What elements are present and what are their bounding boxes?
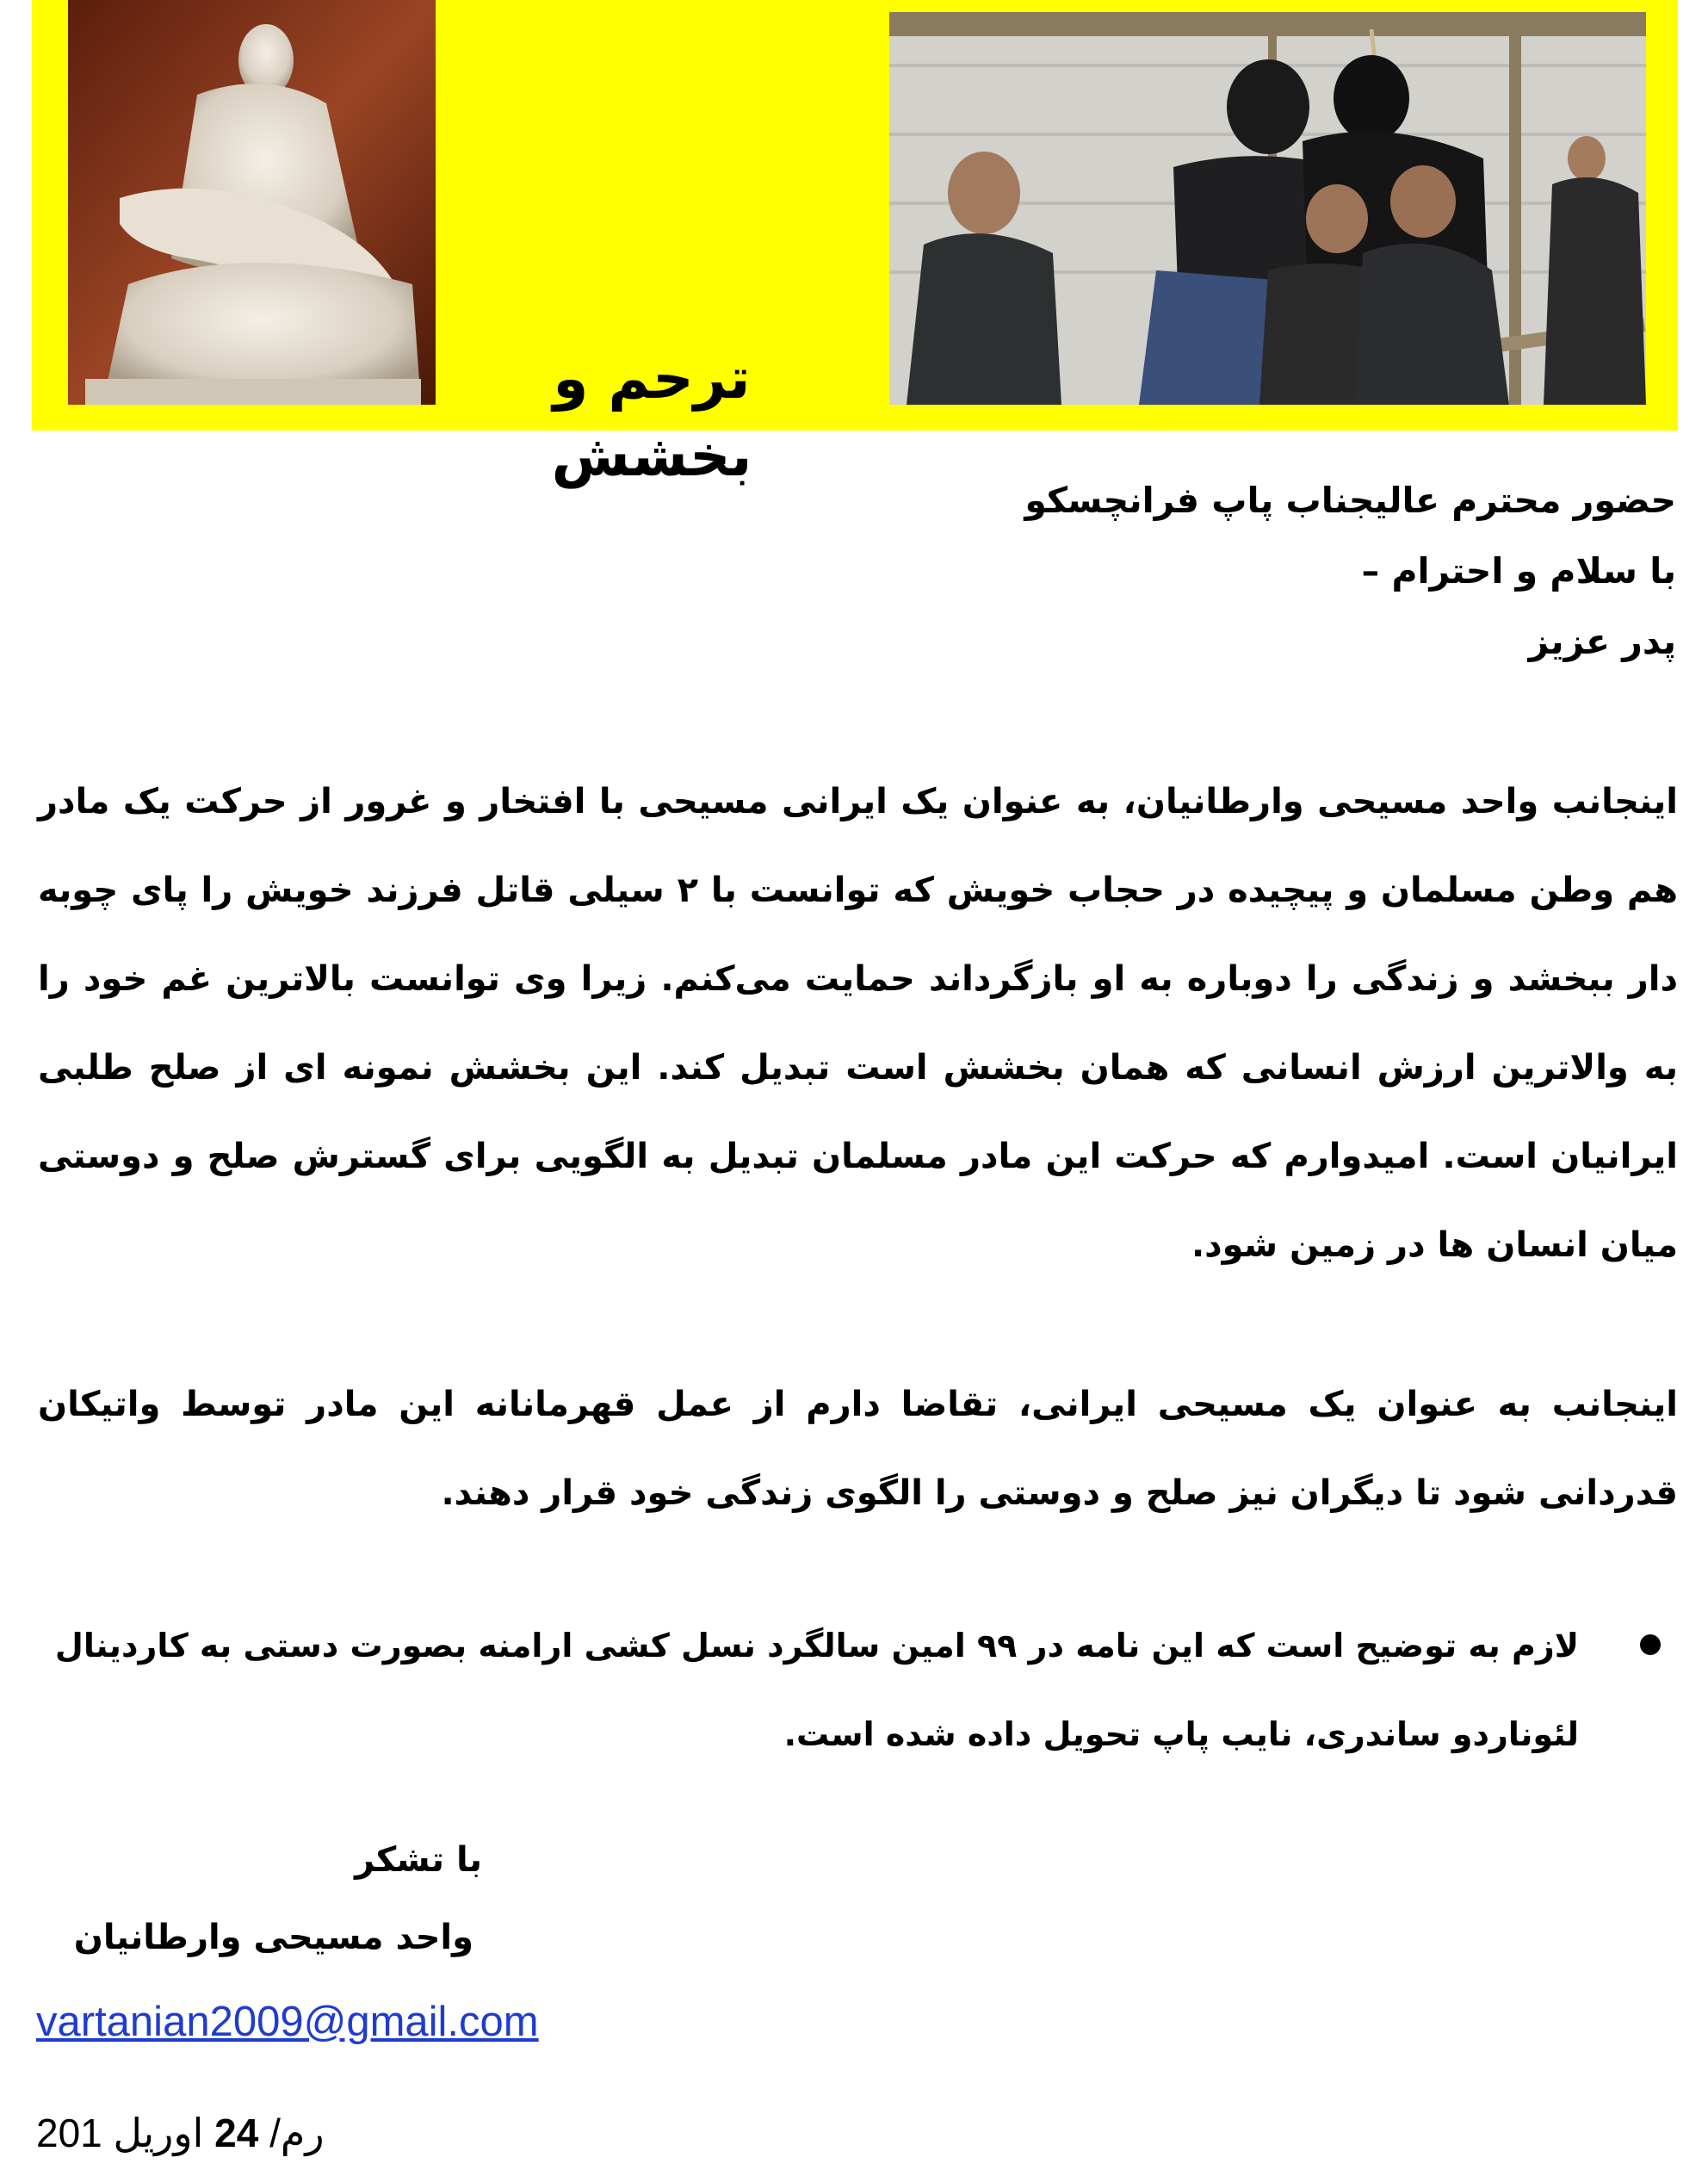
salutation-line-address: حضور محترم عالیجناب پاپ فرانچسکو <box>1024 480 1676 521</box>
bullet-note-text: لازم به توضیح است که این نامه در ۹۹ امین سالگرد نسل کشی ارامنه بصورت دستی به کاردینال لئوناردو ساندری، نایب پاپ تحویل داده شده است. <box>54 1627 1579 1753</box>
email-link[interactable]: vartanian2009@gmail.com <box>36 1999 539 2045</box>
pieta-sculpture-image <box>68 0 436 405</box>
bullet-dot-icon <box>1640 1634 1661 1655</box>
banner-title: ترحم و بخشش <box>551 345 752 489</box>
execution-scene-image <box>889 12 1646 405</box>
body-paragraph-1: اینجانب واحد مسیحی وارطانیان، به عنوان یک ایرانی مسیحی با افتخار و غرور از حرکت یک مادر هم وطن مسلمان و پیچیده در حجاب خویش که توانست با ۲ سیلی قاتل فرزند خویش را پای چوبه دار ببخشد و زندگی را دوباره به او بازگرداند حمایت می‌کنم. زیرا وی توانست بالاترین غم خود را به والاترین ارزش انسانی که همان بخشش است تبدیل کند. این بخشش نمونه ای از صلح طلبی ایرانیان است. امیدوارم که حرکت این مادر مسلمان تبدیل به الگویی برای گسترش صلح و دوستی میان انسان ها در زمین شود. <box>38 782 1678 1265</box>
date-rest: اوریل 201 <box>36 2111 204 2155</box>
salutation-line-greeting: با سلام و احترام – <box>1361 550 1676 592</box>
date-day: 24 <box>214 2111 259 2155</box>
closing-signature: واحد مسیحی وارطانیان <box>73 1918 473 1957</box>
header-banner <box>32 0 1678 489</box>
salutation-line-dear-father: پدر عزیز <box>1528 621 1676 662</box>
bullet-note <box>38 1602 1579 1779</box>
date-line <box>36 2110 325 2156</box>
salutation-block <box>299 465 1676 677</box>
body-paragraph-2: اینجانب به عنوان یک مسیحی ایرانی، تقاضا دارم از عمل قهرمانانه این مادر توسط واتیکان قدردانی شود تا دیگران نیز صلح و دوستی را الگوی زندگی خود قرار دهند. <box>38 1385 1678 1513</box>
date-prefix: رم/ <box>269 2111 325 2155</box>
closing-thanks: با تشکر <box>355 1840 482 1880</box>
